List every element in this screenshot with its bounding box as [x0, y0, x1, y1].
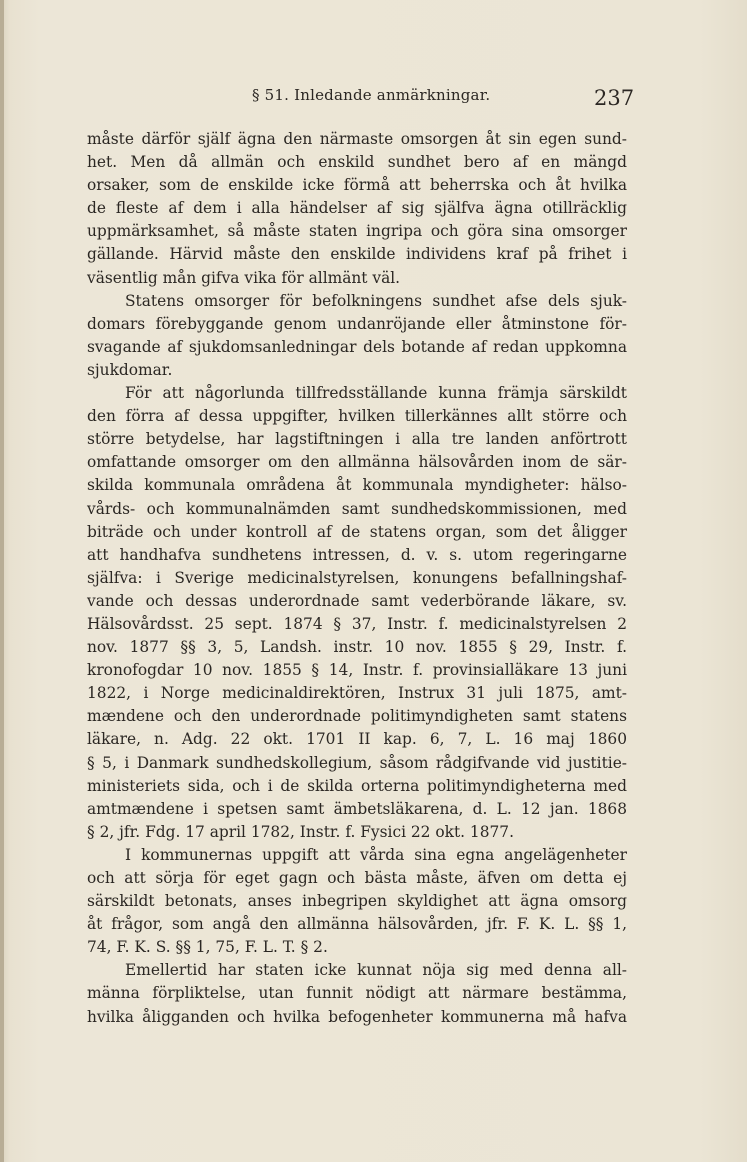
text-line: orsaker, som de enskilde icke förmå att beherrska och åt hvilka — [87, 176, 627, 195]
binding-edge — [0, 0, 4, 1162]
text-line: åt frågor, som angå den allmänna hälsovården, jfr. F. K. L. §§ 1, — [87, 915, 627, 934]
text-line: de fleste af dem i alla händelser af sig själfva ägna otillräcklig — [87, 199, 627, 218]
text-line: nov. 1877 §§ 3, 5, Landsh. instr. 10 nov. 1855 § 29, Instr. f. — [87, 638, 627, 657]
text-line: domars förebyggande genom undanröjande eller åtminstone för- — [87, 314, 627, 333]
text-line: Hälsovårdsst. 25 sept. 1874 § 37, Instr. f. medicinalstyrelsen 2 — [87, 614, 627, 633]
text-line: 1822, i Norge medicinaldirektören, Instrux 31 juli 1875, amt- — [87, 684, 627, 703]
text-line: större betydelse, har lagstiftningen i alla tre landen anförtrott — [87, 430, 627, 449]
text-line: gällande. Härvid måste den enskilde individens kraf på frihet i — [87, 245, 627, 264]
text-line: läkare, n. Adg. 22 okt. 1701 II kap. 6, 7, L. 16 maj 1860 — [87, 730, 627, 749]
text-line: I kommunernas uppgift att vårda sina egna angelägenheter — [125, 845, 627, 864]
text-line: vårds- och kommunalnämden samt sundhedskommissionen, med — [87, 499, 627, 518]
text-line: För att någorlunda tillfredsställande kunna främja särskildt — [125, 384, 627, 403]
running-head — [0, 86, 747, 110]
text-line: § 2, jfr. Fdg. 17 april 1782, Instr. f. Fysici 22 okt. 1877. — [87, 822, 514, 841]
text-line: 74, F. K. S. §§ 1, 75, F. L. T. § 2. — [87, 938, 328, 957]
page-number: 237 — [594, 86, 635, 110]
text-line: uppmärksamhet, så måste staten ingripa och göra sina omsorger — [87, 222, 627, 241]
text-line: biträde och under kontroll af de statens organ, som det åligger — [87, 522, 627, 541]
text-line: § 5, i Danmark sundhedskollegium, såsom rådgifvande vid justitie- — [87, 753, 627, 772]
text-line: het. Men då allmän och enskild sundhet bero af en mängd — [87, 153, 627, 172]
text-line: särskildt betonats, anses inbegripen skyldighet att ägna omsorg — [87, 892, 627, 911]
body-text — [87, 128, 627, 1029]
text-line: kronofogdar 10 nov. 1855 § 14, Instr. f. provinsialläkare 13 juni — [87, 661, 627, 680]
text-line: mændene och den underordnade politimyndigheten samt statens — [87, 707, 627, 726]
text-line: att handhafva sundhetens intressen, d. v. s. utom regeringarne — [87, 545, 627, 564]
text-line: Statens omsorger för befolkningens sundhet afse dels sjuk- — [125, 291, 627, 310]
text-line: den förra af dessa uppgifter, hvilken tillerkännes allt större och — [87, 407, 627, 426]
text-line: väsentlig mån gifva vika för allmänt väl. — [87, 268, 401, 287]
text-line: amtmændene i spetsen samt ämbetsläkarena, d. L. 12 jan. 1868 — [87, 799, 627, 818]
text-line: och att sörja för eget gagn och bästa måste, äfven om detta ej — [87, 869, 627, 887]
text-line: hvilka åligganden och hvilka befogenheter kommunerna må hafva — [87, 1007, 627, 1026]
text-line: själfva: i Sverige medicinalstyrelsen, konungens befallningshaf- — [87, 568, 627, 587]
text-line: svagande af sjukdomsanledningar dels botande af redan uppkomna — [87, 337, 627, 356]
text-line: omfattande omsorger om den allmänna hälsovården inom de sär- — [87, 453, 627, 472]
text-line: ministeriets sida, och i de skilda orterna politimyndigheterna med — [87, 776, 627, 795]
text-line: männa förpliktelse, utan funnit nödigt att närmare bestämma, — [87, 984, 627, 1003]
text-line: sjukdomar. — [87, 360, 173, 379]
text-line: skilda kommunala områdena åt kommunala myndigheter: hälso- — [87, 476, 627, 495]
running-title: § 51. Inledande anmärkningar. — [252, 86, 491, 104]
text-line: Emellertid har staten icke kunnat nöja sig med denna all- — [125, 961, 627, 980]
text-line: måste därför själf ägna den närmaste omsorgen åt sin egen sund- — [87, 130, 627, 148]
text-line: vande och dessas underordnade samt vederbörande läkare, sv. — [87, 591, 627, 610]
